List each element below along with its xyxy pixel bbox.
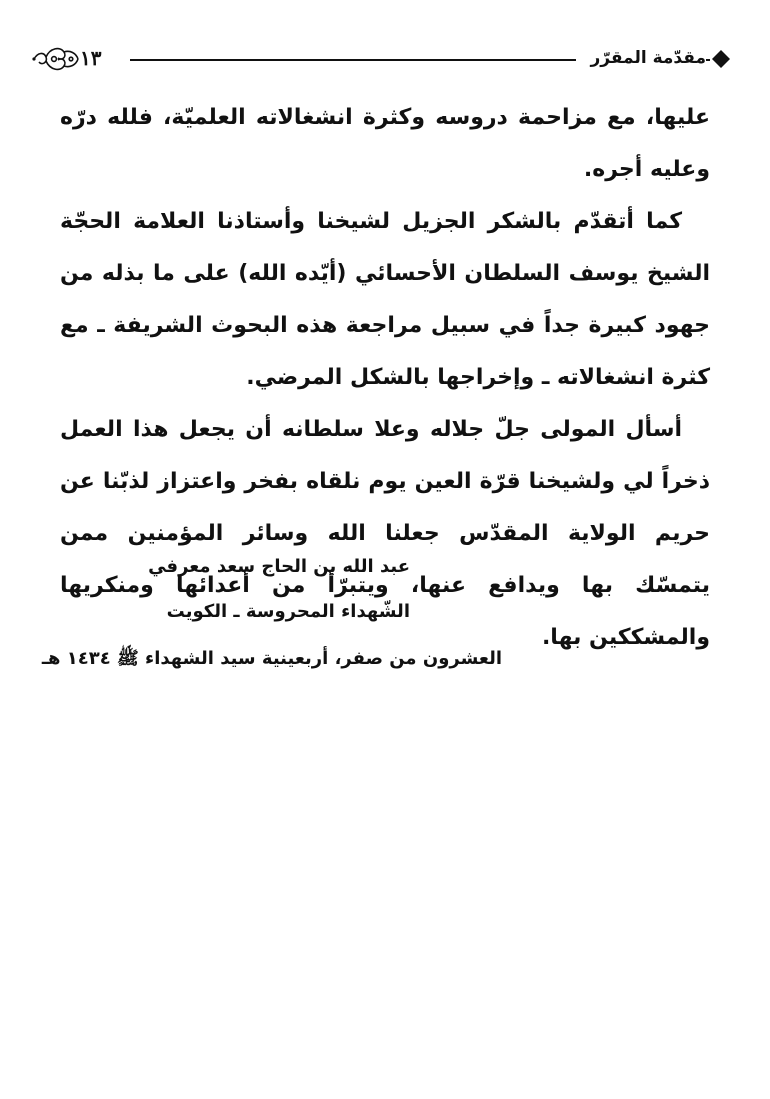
paragraph-supplication: أسأل المولى جلّ جلاله وعلا سلطانه أن يجعل هذا العمل ذخراً لي ولشيخنا قرّة العين يوم نلقاه بفخر واعتزاز لذبّنا عن حريم الولاية المقدّس جعلنا الله وسائر المؤمنين ممن يتمسّك بها ويدافع عنها، ويتبرّأ من أعدائها ومنكريها والمشككين بها. [60, 417, 710, 650]
author-place: الشّهداء المحروسة ـ الكويت [166, 601, 410, 622]
diamond-icon [712, 50, 730, 68]
floral-ornament-icon [30, 42, 80, 76]
running-title: مقدّمة المقرّر [576, 38, 706, 78]
author-name: عبد الله بن الحاج سعد معرفي [148, 556, 410, 577]
signature-date: العشرون من صفر، أربعينية سيد الشهداء ﷺ ١٤٣٤ هـ [41, 648, 502, 669]
page-header [30, 38, 732, 80]
paragraph-thanks: كما أتقدّم بالشكر الجزيل لشيخنا وأستاذنا العلامة الحجّة الشيخ يوسف السلطان الأحسائي (أيّده الله) على ما بذله من جهود كبيرة جداً في سبيل مراجعة هذه البحوث الشريفة ـ مع كثرة انشغالاته ـ وإخراجها بالشكل المرضي. [60, 209, 710, 390]
page-number: ١٣ [74, 38, 111, 78]
paragraph-continuation: عليها، مع مزاحمة دروسه وكثرة انشغالاته العلميّة، فلله درّه وعليه أجره. [60, 105, 710, 182]
